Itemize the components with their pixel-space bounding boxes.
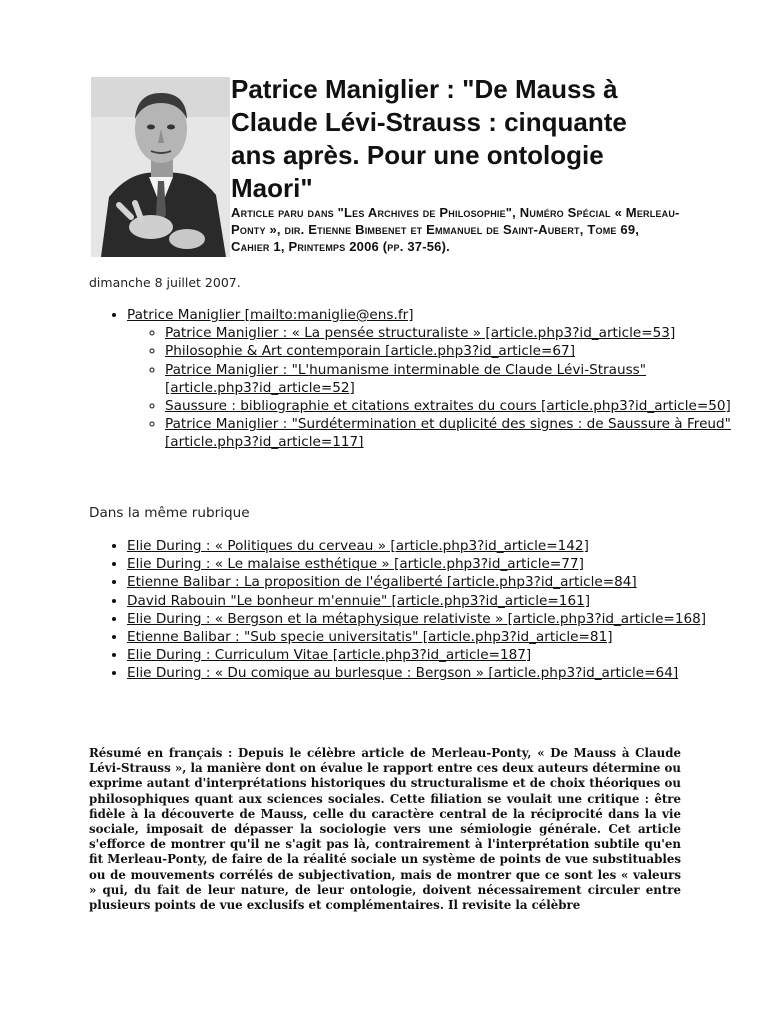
list-item: [165, 397, 737, 415]
related-article-link[interactable]: David Rabouin "Le bonheur m'ennuie" [article.php3?id_article=161]: [127, 592, 591, 609]
related-article-link[interactable]: Elie During : Curriculum Vitae [article.php3?id_article=187]: [127, 647, 532, 664]
list-item: [165, 361, 737, 397]
same-section-list: [89, 537, 737, 683]
related-article-link[interactable]: Elie During : « Le malaise esthétique » [article.php3?id_article=77]: [127, 556, 584, 573]
portrait-image: [91, 77, 230, 257]
list-item: [165, 324, 737, 342]
author-portrait: [91, 77, 230, 257]
article-subtitle: Article paru dans "Les Archives de Philosophie", Numéro Spécial « Merleau-Ponty », dir. Etienne Bimbenet et Emmanuel de Saint-Aubert, Tome 69, Cahier 1, Printemps 2006 (pp. 37-56).: [231, 205, 680, 254]
list-item: [127, 664, 737, 682]
author-article-link[interactable]: Patrice Maniglier : "L'humanisme interminable de Claude Lévi-Strauss" [article.php3?id_article=52]: [165, 361, 647, 396]
list-item: [165, 415, 737, 451]
list-item: [127, 592, 737, 610]
related-article-link[interactable]: Etienne Balibar : "Sub specie universitatis" [article.php3?id_article=81]: [127, 629, 613, 646]
list-item: [165, 342, 737, 360]
author-article-link[interactable]: Philosophie & Art contemporain [article.php3?id_article=67]: [165, 343, 576, 360]
article-title: Patrice Maniglier : "De Mauss à Claude Lévi-Strauss : cinquante ans après. Pour une ontologie Maori": [231, 74, 627, 203]
related-article-link[interactable]: Elie During : « Du comique au burlesque : Bergson » [article.php3?id_article=64]: [127, 665, 679, 682]
publication-date: dimanche 8 juillet 2007.: [89, 275, 241, 290]
related-article-link[interactable]: Elie During : « Politiques du cerveau » [article.php3?id_article=142]: [127, 538, 589, 554]
author-email-link[interactable]: Patrice Maniglier [mailto:maniglie@ens.fr]: [127, 307, 414, 323]
abstract-text: Résumé en français : Depuis le célèbre article de Merleau-Ponty, « De Mauss à Claude Lévi-Strauss », la manière dont on évalue le rapport entre ces deux auteurs détermine ou exprime autant d'interprétations historiques du structuralisme et de choix théoriques ou philosophiques quant aux sciences sociales. Cette filiation se voulait une critique : être fidèle à la découverte de Mauss, celle du caractère central de la réciprocité dans la vie sociale, imposait de dépasser la sociologie vers une sémiologie générale. Cet article s'efforce de montrer qu'il ne s'agit pas là, contrairement à l'interprétation subtile qu'en fit Merleau-Ponty, de faire de la réalité sociale un système de points de vue substituables ou de mouvements corrélés de subjectivation, mais de montrer que ce sont les « valeurs » qui, du fait de leur nature, de leur ontologie, doivent nécessairement circuler entre plusieurs points de vue exclusifs et complémentaires. Il revisite la célèbre: [89, 746, 681, 913]
list-item: [127, 610, 737, 628]
author-article-link[interactable]: Saussure : bibliographie et citations extraites du cours [article.php3?id_article=50]: [165, 398, 731, 415]
list-item: [127, 306, 737, 452]
author-article-link[interactable]: Patrice Maniglier : "Surdétermination et duplicité des signes : de Saussure à Freud" [article.php3?id_article=117]: [165, 416, 731, 451]
author-link-list: [89, 306, 737, 452]
list-item: [127, 646, 737, 664]
list-item: [127, 573, 737, 591]
list-item: [127, 628, 737, 646]
list-item: [127, 537, 737, 555]
related-article-link[interactable]: Elie During : « Bergson et la métaphysique relativiste » [article.php3?id_article=168]: [127, 610, 707, 627]
same-section-heading: Dans la même rubrique: [89, 505, 250, 521]
list-item: [127, 555, 737, 573]
author-article-list: [127, 324, 737, 451]
related-article-link[interactable]: Etienne Balibar : La proposition de l'égaliberté [article.php3?id_article=84]: [127, 574, 637, 591]
author-article-link[interactable]: Patrice Maniglier : « La pensée structuraliste » [article.php3?id_article=53]: [165, 325, 676, 342]
